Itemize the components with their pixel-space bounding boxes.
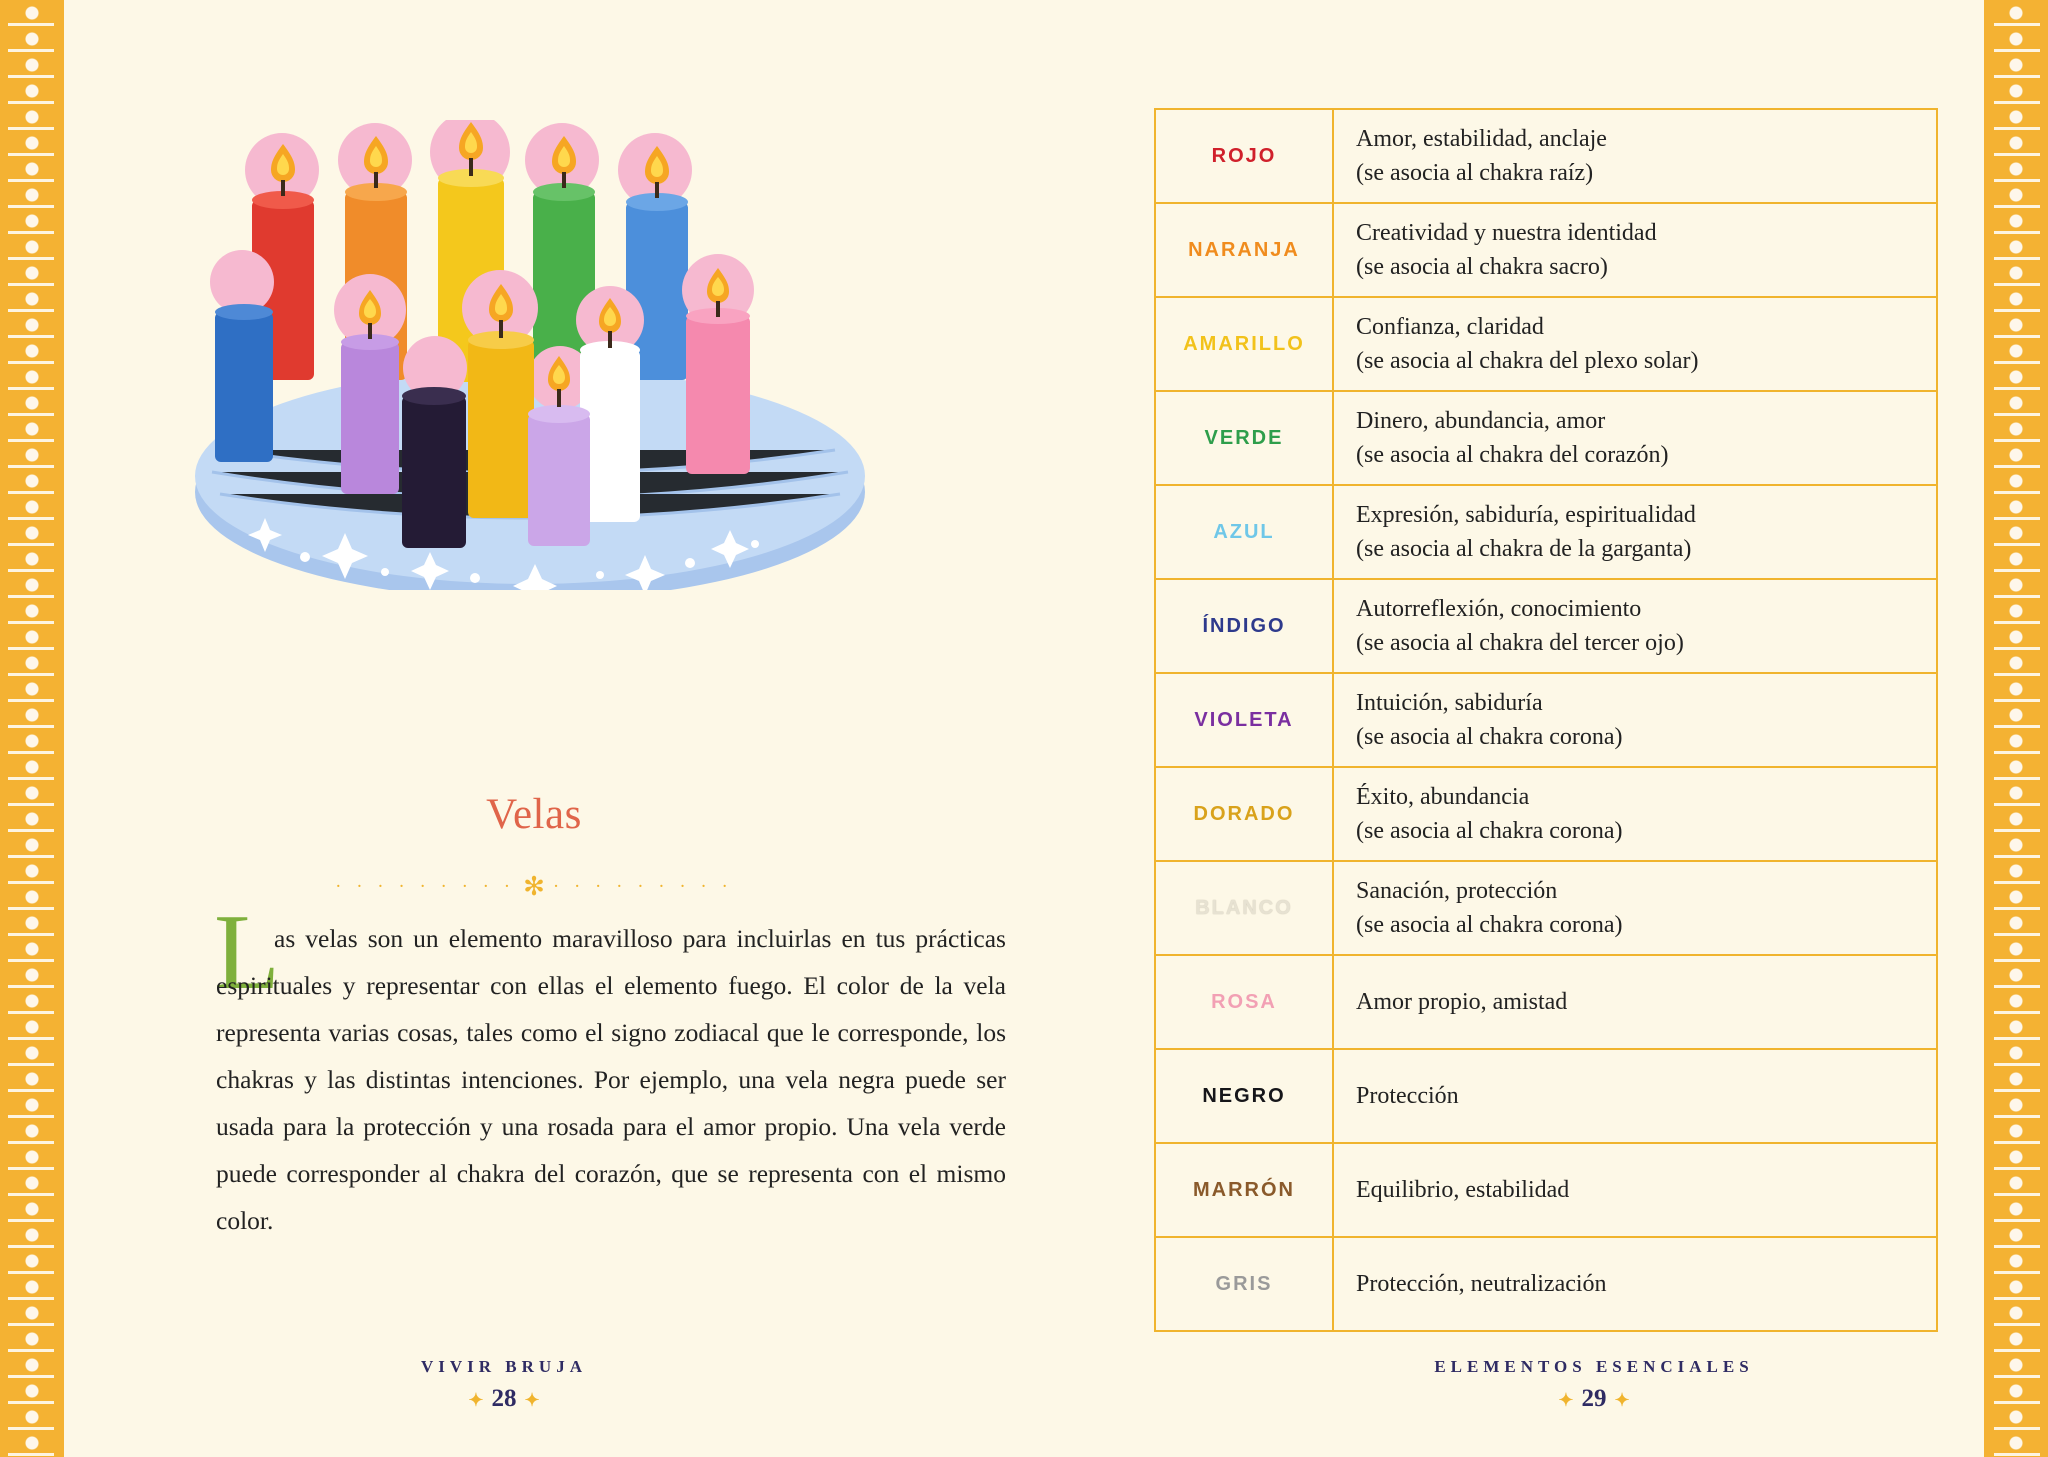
book-spread [64,0,1984,1457]
color-meaning-cell [1334,1050,1936,1142]
meaning-line-2: (se asocia al chakra raíz) [1356,160,1594,186]
color-name-cell: AMARILLO [1156,298,1334,390]
folio-label: VIVIR BRUJA [421,1357,587,1376]
meaning-line-2: (se asocia al chakra corona) [1356,724,1623,750]
color-meaning-cell [1334,1144,1936,1236]
meaning-line-2: (se asocia al chakra corona) [1356,818,1623,844]
color-name-cell: BLANCO [1156,862,1334,954]
color-meaning-cell [1334,674,1936,766]
table-row [1156,486,1936,580]
left-page [104,0,1006,1457]
color-name-cell: VIOLETA [1156,674,1334,766]
color-meaning-cell [1334,486,1936,578]
meaning-line-1: Creatividad y nuestra identidad [1356,220,1657,246]
folio-ornament-left: ✦ [1558,1390,1574,1410]
meaning-line-2: (se asocia al chakra de la garganta) [1356,536,1692,562]
flower-icon: ✻ [523,872,545,901]
folio-ornament-right: ✦ [1614,1390,1630,1410]
color-name-cell: ROSA [1156,956,1334,1048]
color-meaning-cell [1334,298,1936,390]
drop-cap: L [214,893,280,1012]
table-row [1156,674,1936,768]
color-meaning-cell [1334,110,1936,202]
candles-illustration [130,120,930,590]
meaning-line-2: (se asocia al chakra sacro) [1356,254,1608,280]
decorative-border-right [1984,0,2048,1457]
table-row [1156,1144,1936,1238]
border-pattern-left [8,0,56,1457]
meaning-line-1: Amor propio, amistad [1356,989,1568,1015]
color-meaning-cell [1334,768,1936,860]
color-meaning-cell [1334,1238,1936,1330]
table-row [1156,768,1936,862]
table-row [1156,1050,1936,1144]
table-row [1156,392,1936,486]
table-row [1156,110,1936,204]
color-name-cell: AZUL [1156,486,1334,578]
meaning-line-1: Autorreflexión, conocimiento [1356,596,1642,622]
meaning-line-2: (se asocia al chakra del plexo solar) [1356,348,1699,374]
body-paragraph: as velas son un elemento maravilloso para incluirlas en tus prácticas espirituales y representar con ellas el elemento fuego. El color de la vela representa varias cosas, tales como el signo zodiacal que le corresponde, los chakras y las distintas intenciones. Por ejemplo, una vela negra puede ser usada para la protección y una rosada para el amor propio. Una vela verde puede corresponder al chakra del corazón, que se representa con el mismo color. [216,924,1006,1235]
color-name-cell: ÍNDIGO [1156,580,1334,672]
meaning-line-2: (se asocia al chakra del tercer ojo) [1356,630,1684,656]
meaning-line-1: Protección [1356,1083,1459,1109]
meaning-line-1: Sanación, protección [1356,878,1558,904]
divider-dots-right: · · · · · · · · · [552,876,733,897]
meaning-line-1: Expresión, sabiduría, espiritualidad [1356,502,1696,528]
meaning-line-1: Protección, neutralización [1356,1271,1607,1297]
folio-ornament-left: ✦ [468,1390,484,1410]
meaning-line-1: Equilibrio, estabilidad [1356,1177,1570,1203]
color-name-cell: DORADO [1156,768,1334,860]
color-name-cell: MARRÓN [1156,1144,1334,1236]
color-name-cell: NARANJA [1156,204,1334,296]
folio-number-text: 29 [1581,1385,1607,1412]
color-meaning-cell [1334,862,1936,954]
color-meaning-cell [1334,580,1936,672]
table-row [1156,298,1936,392]
color-name-cell: VERDE [1156,392,1334,484]
folio-ornament-right: ✦ [524,1390,540,1410]
folio-right [1214,1357,1974,1413]
meaning-line-2: (se asocia al chakra corona) [1356,912,1623,938]
candle-color-table [1154,108,1938,1332]
meaning-line-1: Dinero, abundancia, amor [1356,408,1606,434]
table-row [1156,862,1936,956]
color-name-cell: NEGRO [1156,1050,1334,1142]
folio-number [124,1385,884,1413]
border-pattern-right [1992,0,2040,1457]
color-name-cell: ROJO [1156,110,1334,202]
divider-dots-left: · · · · · · · · · [335,876,516,897]
decorative-border-left [0,0,64,1457]
table-row [1156,204,1936,298]
folio-number-text: 28 [491,1385,517,1412]
table-row [1156,956,1936,1050]
meaning-line-1: Éxito, abundancia [1356,784,1530,810]
color-meaning-cell [1334,956,1936,1048]
border-rule-right [1991,0,1994,1457]
folio-label: ELEMENTOS ESENCIALES [1434,1357,1754,1376]
meaning-line-1: Intuición, sabiduría [1356,690,1543,716]
color-meaning-cell [1334,204,1936,296]
table-row [1156,1238,1936,1330]
border-rule-left [54,0,57,1457]
meaning-line-1: Amor, estabilidad, anclaje [1356,126,1607,152]
folio-number [1214,1385,1974,1413]
meaning-line-1: Confianza, claridad [1356,314,1544,340]
folio-left [124,1357,884,1413]
page-title: Velas [486,791,582,838]
color-name-cell: GRIS [1156,1238,1334,1330]
color-meaning-cell [1334,392,1936,484]
meaning-line-2: (se asocia al chakra del corazón) [1356,442,1669,468]
table-row [1156,580,1936,674]
ornament-divider [104,872,964,901]
